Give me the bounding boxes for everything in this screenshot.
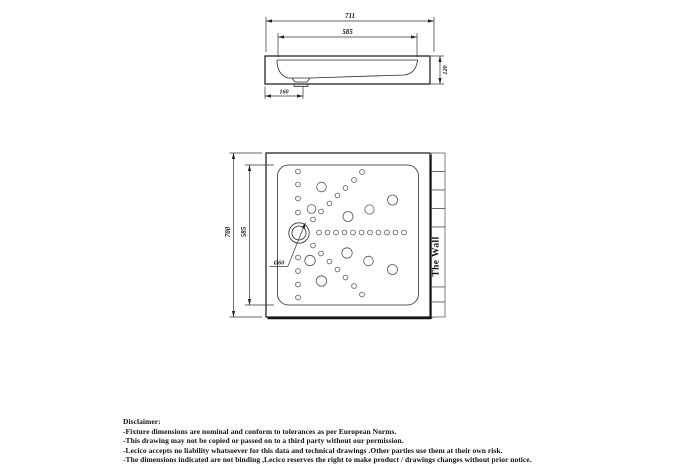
dim-label-711: 711: [344, 12, 356, 20]
disclaimer-line: -Fixture dimensions are nominal and conform to tolerances as per European Norms.: [123, 426, 397, 436]
disclaimer-block: [123, 417, 593, 465]
dimension-basin-width: [278, 28, 417, 57]
wall: [432, 153, 446, 317]
disclaimer-line: -The dimensions indicated are not binding ,Lecico reserves the right to make product / drawings changes without prior notice.: [123, 455, 532, 465]
disclaimer-line: -This drawing may not be copied or passed on to a third party without our permission.: [123, 436, 404, 446]
dim-label-700: 700: [223, 226, 232, 238]
dimension-height: [431, 56, 449, 84]
dim-label-585-side: 585: [342, 28, 353, 36]
dim-label-160: 160: [279, 88, 289, 96]
disclaimer-line: -Lecico accepts no liability whatsoever for this data and technical drawings .Other parties use them at their own risk.: [123, 445, 503, 455]
plan-tray-outline: [266, 153, 430, 317]
dim-label-585-plan: 585: [240, 226, 248, 238]
wall-label: The Wall: [431, 236, 442, 277]
side-view: [265, 12, 449, 99]
dimension-drain-offset: [265, 87, 303, 100]
disclaimer-title: Disclaimer:: [123, 417, 161, 426]
dim-label-drain-diameter: Ø60: [273, 259, 285, 267]
dim-label-120: 120: [442, 65, 449, 75]
plan-view: [224, 153, 445, 318]
